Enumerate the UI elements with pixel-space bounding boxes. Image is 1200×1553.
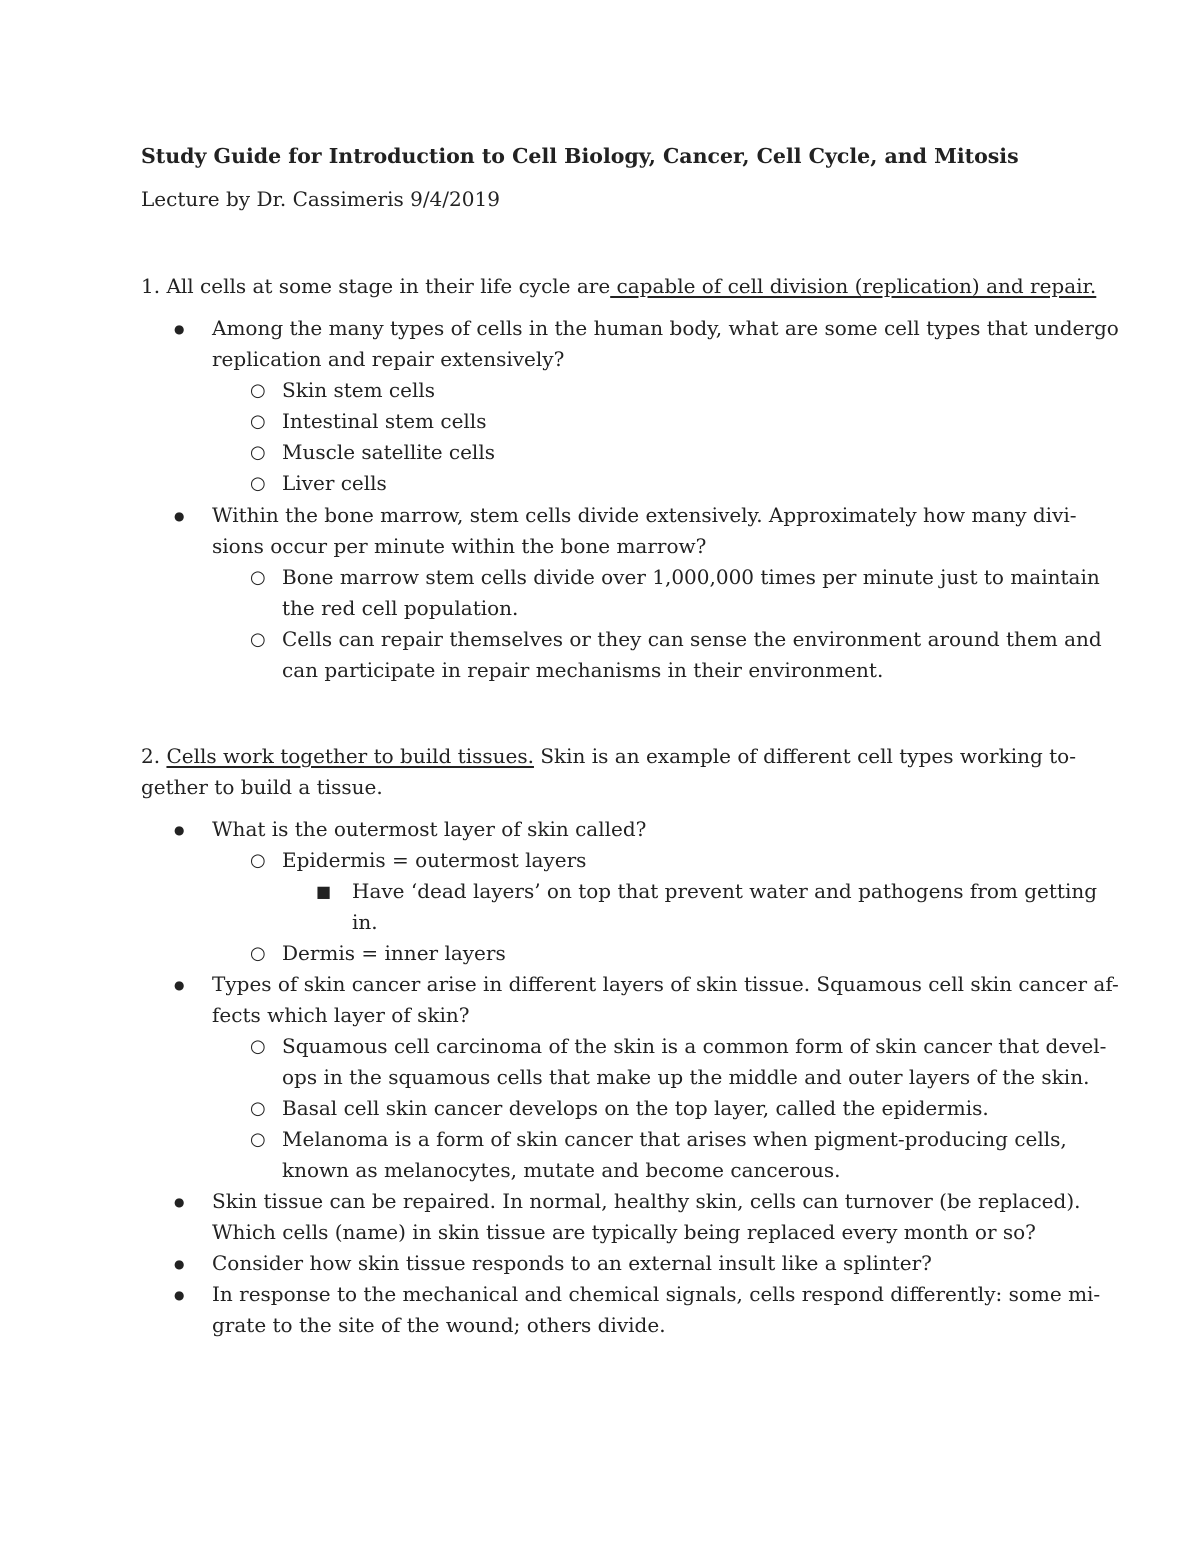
question-text: replication and repair extensively? <box>212 347 565 371</box>
question-text: Which cells (name) in skin tissue are typically being replaced every month or so? <box>212 1220 1036 1244</box>
question-text: Types of skin cancer arise in different layers of skin tissue. Squamous cell skin cancer af- <box>212 972 1119 996</box>
hollow-bullet-icon: ○ <box>250 380 266 401</box>
bullet-icon: ● <box>174 1288 185 1302</box>
hollow-bullet-icon: ○ <box>250 943 266 964</box>
answer-text: Muscle satellite cells <box>282 440 495 464</box>
section-1-heading <box>141 276 1096 296</box>
answer-text: Dermis = inner layers <box>282 941 506 965</box>
question-text: grate to the site of the wound; others divide. <box>212 1313 666 1337</box>
answer-text: Melanoma is a form of skin cancer that arises when pigment-producing cells, <box>282 1127 1067 1151</box>
question-text: Skin tissue can be repaired. In normal, healthy skin, cells can turnover (be replaced). <box>212 1189 1081 1213</box>
section-2-rest-text: Skin is an example of different cell types working to- <box>533 744 1076 768</box>
page-title: Study Guide for Introduction to Cell Biology, Cancer, Cell Cycle, and Mitosis <box>141 144 1019 168</box>
section-2-heading <box>141 746 1076 766</box>
hollow-bullet-icon: ○ <box>250 850 266 871</box>
question-text: Among the many types of cells in the human body, what are some cell types that undergo <box>212 316 1119 340</box>
bullet-icon: ● <box>174 978 185 992</box>
hollow-bullet-icon: ○ <box>250 1098 266 1119</box>
answer-detail-text: Have ‘dead layers’ on top that prevent water and pathogens from getting <box>352 879 1098 903</box>
bullet-icon: ● <box>174 823 185 837</box>
section-2-continuation: gether to build a tissue. <box>141 775 383 799</box>
answer-text: Liver cells <box>282 471 387 495</box>
hollow-bullet-icon: ○ <box>250 1036 266 1057</box>
section-1-key-statement: capable of cell division (replication) and repair. <box>610 274 1097 298</box>
answer-text: Squamous cell carcinoma of the skin is a common form of skin cancer that devel- <box>282 1034 1107 1058</box>
answer-text: can participate in repair mechanisms in their environment. <box>282 658 884 682</box>
answer-text: ops in the squamous cells that make up the middle and outer layers of the skin. <box>282 1065 1090 1089</box>
hollow-bullet-icon: ○ <box>250 473 266 494</box>
answer-text: Bone marrow stem cells divide over 1,000,000 times per minute just to maintain <box>282 565 1100 589</box>
question-text: fects which layer of skin? <box>212 1003 470 1027</box>
question-text: In response to the mechanical and chemical signals, cells respond differently: some mi- <box>212 1282 1101 1306</box>
question-text: Within the bone marrow, stem cells divide extensively. Approximately how many divi- <box>212 503 1077 527</box>
section-2-number-text: 2. <box>141 744 167 768</box>
hollow-bullet-icon: ○ <box>250 411 266 432</box>
hollow-bullet-icon: ○ <box>250 629 266 650</box>
hollow-bullet-icon: ○ <box>250 1129 266 1150</box>
hollow-bullet-icon: ○ <box>250 442 266 463</box>
square-bullet-icon: ■ <box>316 882 332 901</box>
answer-text: Intestinal stem cells <box>282 409 487 433</box>
answer-text: Epidermis = outermost layers <box>282 848 587 872</box>
answer-text: the red cell population. <box>282 596 519 620</box>
bullet-icon: ● <box>174 509 185 523</box>
answer-text: Cells can repair themselves or they can sense the environment around them and <box>282 627 1102 651</box>
section-2-key-statement: Cells work together to build tissues. <box>166 744 534 768</box>
question-text: sions occur per minute within the bone marrow? <box>212 534 707 558</box>
hollow-bullet-icon: ○ <box>250 567 266 588</box>
lecture-info: Lecture by Dr. Cassimeris 9/4/2019 <box>141 187 500 211</box>
bullet-icon: ● <box>174 1195 185 1209</box>
question-text: What is the outermost layer of skin called? <box>212 817 647 841</box>
answer-text: known as melanocytes, mutate and become cancerous. <box>282 1158 841 1182</box>
answer-text: Skin stem cells <box>282 378 436 402</box>
bullet-icon: ● <box>174 322 185 336</box>
section-1-number-text: 1. All cells at some stage in their life cycle are <box>141 274 611 298</box>
answer-text: Basal cell skin cancer develops on the top layer, called the epidermis. <box>282 1096 989 1120</box>
bullet-icon: ● <box>174 1257 185 1271</box>
answer-detail-text: in. <box>352 910 378 934</box>
question-text: Consider how skin tissue responds to an external insult like a splinter? <box>212 1251 932 1275</box>
